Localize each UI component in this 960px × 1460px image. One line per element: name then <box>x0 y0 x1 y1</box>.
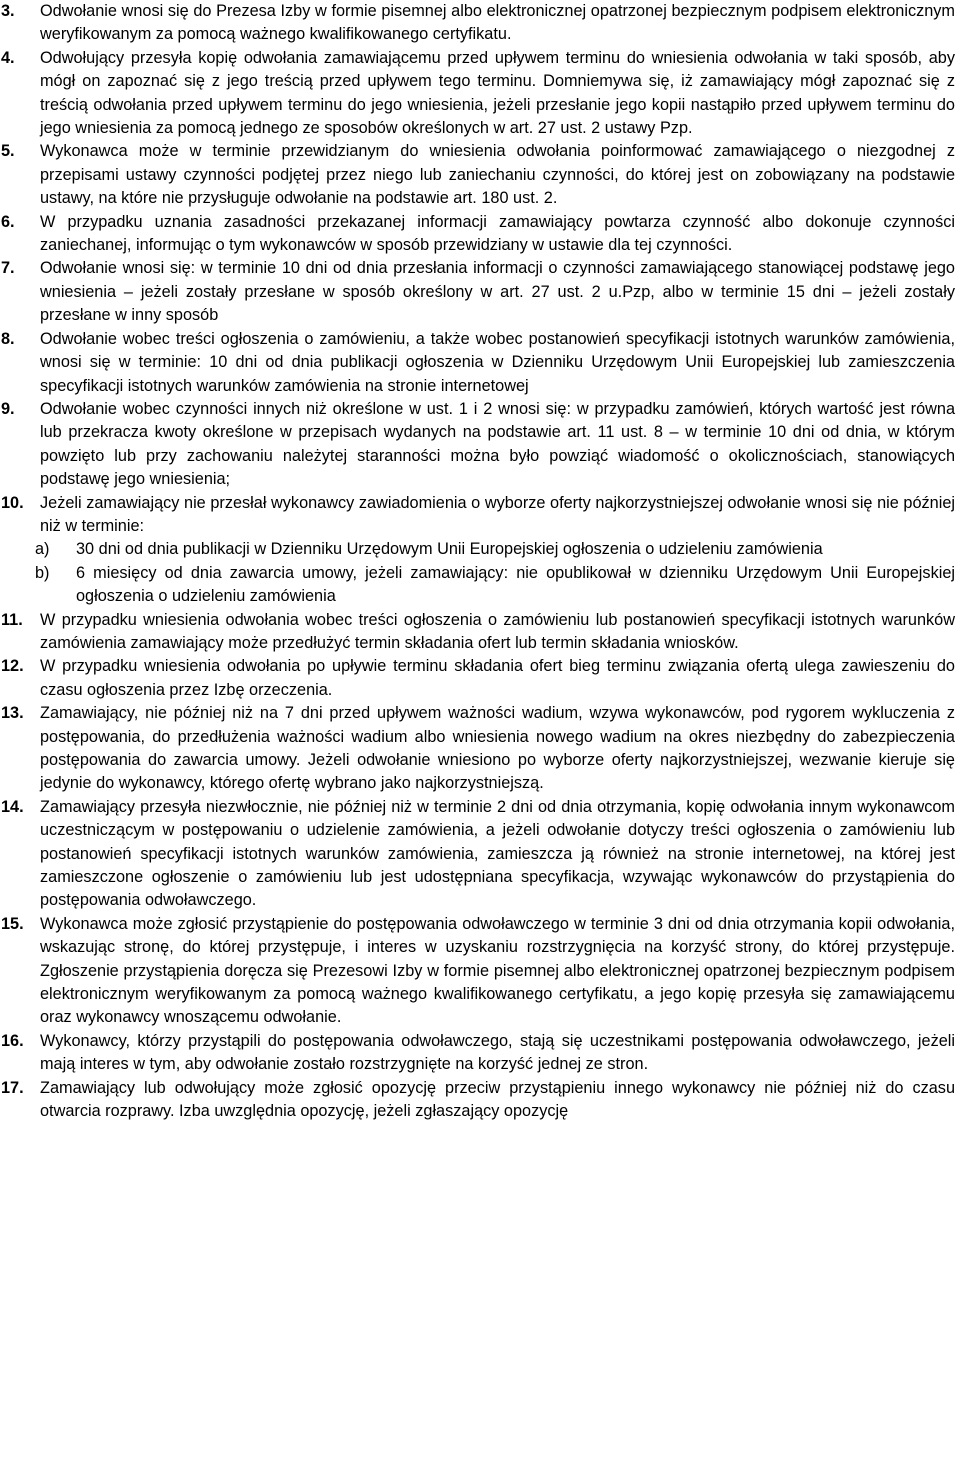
item-number: 16. <box>1 1031 24 1050</box>
list-item <box>0 655 960 702</box>
item-text: Wykonawca może w terminie przewidzianym do wniesienia odwołania poinformować zamawiającego o niezgodnej z przepisami ustawy czynności podjętej przez niego lub zaniechaniu czynności, do której jest on zobowiązany na podstawie ustawy, na które nie przysługuje odwołanie na podstawie art. 180 ust. 2. <box>40 142 955 208</box>
item-text: Wykonawcy, którzy przystąpili do postępowania odwoławczego, stają się uczestnikami postępowania odwoławczego, jeżeli mają interes w tym, aby odwołanie zostało rozstrzygnięte na korzyść jednej ze stron. <box>40 1031 955 1074</box>
item-number: 11. <box>1 610 23 629</box>
item-text: W przypadku wniesienia odwołania wobec treści ogłoszenia o zamówieniu lub postanowień specyfikacji istotnych warunków zamówienia zamawiający może przedłużyć termin składania ofert lub termin składania wniosków. <box>40 610 955 652</box>
sub-item <box>0 562 960 609</box>
sub-item-letter: a) <box>35 540 50 559</box>
item-number: 9. <box>1 399 15 418</box>
item-number: 5. <box>1 142 15 161</box>
item-number: 7. <box>1 259 15 278</box>
item-number: 13. <box>1 704 24 723</box>
list-item <box>0 702 960 796</box>
list-item <box>0 1077 960 1124</box>
item-number: 14. <box>1 797 24 816</box>
list-item <box>0 1030 960 1077</box>
item-number: 17. <box>1 1078 24 1097</box>
item-text: Odwołanie wobec czynności innych niż określone w ust. 1 i 2 wnosi się: w przypadku zamówień, których wartość jest równa lub przekracza kwoty określone w przepisach wydanych na podstawie art. 11 ust. 8 – w terminie 10 dni od dnia, w którym powzięto lub przy zachowaniu należytej staranności można było powziąć wiadomość o okolicznościach, stanowiących podstawę jego wniesienia; <box>40 399 955 489</box>
item-text: Wykonawca może zgłosić przystąpienie do postępowania odwoławczego w terminie 3 dni od dnia otrzymania kopii odwołania, wskazując stronę, do której przystępuje, i interes w uzyskaniu rozstrzygnięcia na korzyść strony, do której przystępuje. Zgłoszenie przystąpienia doręcza się Prezesowi Izby w formie pisemnej albo elektronicznej opatrzonej bezpiecznym podpisem elektronicznym weryfikowanym za pomocą ważnego kwalifikowanego certyfikatu, a jego kopię przesyła się zamawiającemu oraz wykonawcy wnoszącemu odwołanie. <box>40 914 955 1027</box>
item-number: 12. <box>1 657 24 676</box>
sub-item-text: 30 dni od dnia publikacji w Dzienniku Urzędowym Unii Europejskiej ogłoszenia o udzieleniu zamówienia <box>76 540 823 559</box>
list-item <box>0 140 960 210</box>
list-item <box>0 0 960 47</box>
item-number: 6. <box>1 212 15 231</box>
item-text: W przypadku wniesienia odwołania po upływie terminu składania ofert bieg terminu związania ofertą ulega zawieszeniu do czasu ogłoszenia przez Izbę orzeczenia. <box>40 657 955 699</box>
item-text: Zamawiający przesyła niezwłocznie, nie później niż w terminie 2 dni od dnia otrzymania, kopię odwołania innym wykonawcom uczestniczącym w postępowaniu o udzielenie zamówienia, a jeżeli odwołanie dotyczy treści ogłoszenia o zamówieniu lub postanowień specyfikacji istotnych warunków zamówienia, zamieszcza ją również na stronie internetowej, na której jest zamieszczone ogłoszenie o zamówieniu lub jest udostępniana specyfikacja, wzywając wykonawców do przystąpienia do postępowania odwoławczego. <box>40 797 955 910</box>
sub-item <box>0 538 960 561</box>
item-number: 8. <box>1 329 15 348</box>
sub-item-text: 6 miesięcy od dnia zawarcia umowy, jeżeli zamawiający: nie opublikował w dzienniku Urzędowym Unii Europejskiej ogłoszenia o udzieleniu zamówienia <box>76 563 955 606</box>
sub-item-letter: b) <box>35 563 50 582</box>
item-text: Jeżeli zamawiający nie przesłał wykonawcy zawiadomienia o wyborze oferty najkorzystniejszej odwołanie wnosi się nie później niż w terminie: <box>40 493 955 535</box>
item-text: Zamawiający lub odwołujący może zgłosić opozycję przeciw przystąpieniu innego wykonawcy nie później niż do czasu otwarcia rozprawy. Izba uwzględnia opozycję, jeżeli zgłaszający opozycję <box>40 1078 955 1121</box>
list-item <box>0 796 960 913</box>
item-number: 3. <box>1 2 15 20</box>
item-number: 15. <box>1 914 24 933</box>
item-text: Odwołujący przesyła kopię odwołania zamawiającemu przed upływem terminu do wniesienia odwołania w taki sposób, aby mógł on zapoznać się z jego treścią przed upływem tego terminu. Domniemywa się, iż zamawiający mógł zapoznać się z treścią odwołania przed upływem terminu do jego wniesienia, jeżeli przesłanie jego kopii nastąpiło przed upływem terminu do jego wniesienia za pomocą jednego ze sposobów określonych w art. 27 ust. 2 ustawy Pzp. <box>40 48 955 138</box>
item-text: Odwołanie wobec treści ogłoszenia o zamówieniu, a także wobec postanowień specyfikacji istotnych warunków zamówienia, wnosi się w terminie: 10 dni od dnia publikacji ogłoszenia w Dzienniku Urzędowym Unii Europejskiej lub zamieszczenia specyfikacji istotnych warunków zamówienia na stronie internetowej <box>40 329 955 395</box>
list-item <box>0 492 960 539</box>
list-item <box>0 609 960 656</box>
item-number: 4. <box>1 48 15 67</box>
list-item <box>0 398 960 492</box>
item-text: Odwołanie wnosi się: w terminie 10 dni od dnia przesłania informacji o czynności zamawiającego stanowiącej podstawę jego wniesienia – jeżeli zostały przesłane w sposób określony w art. 27 ust. 2 u.Pzp, albo w terminie 15 dni – jeżeli zostały przesłane w inny sposób <box>40 259 955 325</box>
item-text: Odwołanie wnosi się do Prezesa Izby w formie pisemnej albo elektronicznej opatrzonej bezpiecznym podpisem elektronicznym weryfikowanym za pomocą ważnego kwalifikowanego certyfikatu. <box>40 2 955 44</box>
list-item <box>0 211 960 258</box>
item-text: W przypadku uznania zasadności przekazanej informacji zamawiający powtarza czynność albo dokonuje czynności zaniechanej, informując o tym wykonawców w sposób przewidziany w ustawie dla tej czynności. <box>40 212 955 255</box>
item-number: 10. <box>1 493 24 512</box>
item-text: Zamawiający, nie później niż na 7 dni przed upływem ważności wadium, wzywa wykonawców, pod rygorem wykluczenia z postępowania, do przedłużenia ważności wadium albo wniesienia nowego wadium na okres niezbędny do zabezpieczenia postępowania do zawarcia umowy. Jeżeli odwołanie wniesiono po wyborze oferty najkorzystniejszej, wezwanie kieruje się jedynie do wykonawcy, którego ofertę wybrano jako najkorzystniejszą. <box>40 704 955 793</box>
list-item <box>0 913 960 1030</box>
list-item <box>0 328 960 398</box>
list-item <box>0 47 960 141</box>
list-item <box>0 257 960 327</box>
